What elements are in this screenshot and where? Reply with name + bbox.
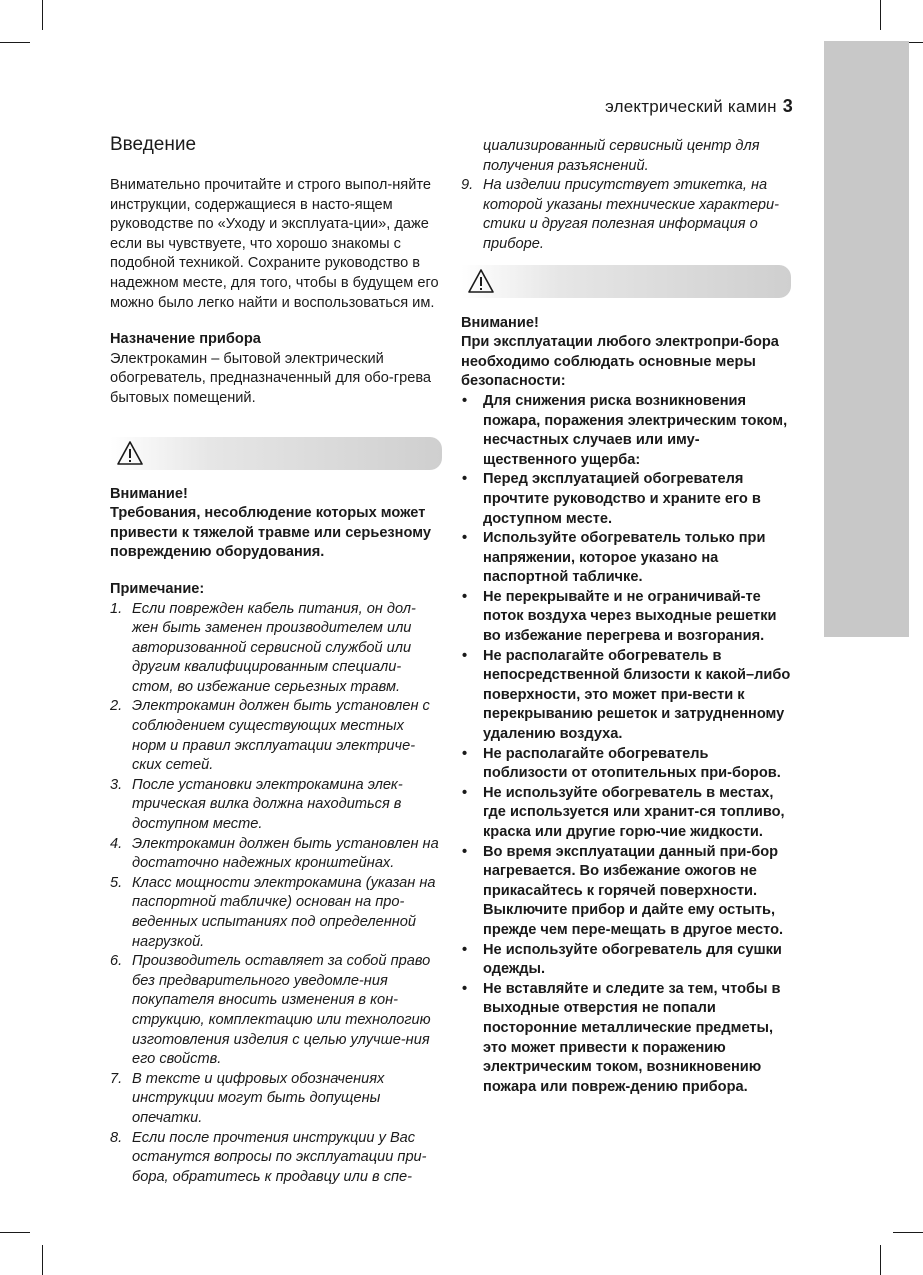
note-8-continuation: циализированный сервисный центр для получения разъяснений. (483, 138, 760, 174)
crop-mark (42, 1245, 43, 1275)
crop-mark (880, 0, 881, 30)
warning-title: Внимание! (461, 314, 539, 331)
safety-list (461, 392, 791, 1097)
list-item: 3. После установки электрокамина элек-трическая вилка должна находиться в доступном месте. (110, 776, 403, 833)
purpose-text: Электрокамин – бытовой электрический обогреватель, предназначенный для обо-грева бытовых помещений. (110, 350, 432, 406)
list-item: • Не располагайте обогреватель поблизости от отопительных при-боров. (462, 745, 781, 782)
notes-list (110, 600, 442, 1188)
list-item: • Не перекрывайте и не ограничивай-те поток воздуха через выходные решетки во избежание перегрева и возгорания. (462, 588, 777, 645)
list-item: • Для снижения риска возникновения пожара, поражения электрическим током, несчастных случаев или иму-щественного ущерба: (462, 392, 788, 468)
warning-text: При эксплуатации любого электропри-бора необходимо соблюдать основные меры безопасности: (461, 334, 779, 390)
warning-bar (461, 265, 791, 298)
list-item: • Во время эксплуатации данный при-бор нагревается. Во избежание ожогов не прикасайтесь к горячей поверхности. Выключите прибор и дайте ему остыть, прежде чем пере-мещать в другое место. (462, 843, 784, 938)
warning-title: Внимание! (110, 485, 188, 502)
list-item: • Используйте обогреватель только при напряжении, которое указано на паспортной табличке. (462, 530, 766, 586)
list-item: • Не вставляйте и следите за тем, чтобы в выходные отверстия не попали посторонние металлические предметы, это может привести к поражению электрическим током, возникновению пожара или повреж-дению прибора. (462, 980, 781, 1095)
list-item: • Не используйте обогреватель для сушки одежды. (462, 941, 782, 978)
page-header (605, 96, 793, 117)
list-item: 9. На изделии присутствует этикетка, на которой указаны технические характери-стики и другая полезная информация о приборе. (461, 177, 780, 252)
crop-mark (893, 1232, 923, 1233)
warning-icon (467, 268, 495, 294)
header-title: электрический камин (605, 97, 777, 116)
list-item: • Не располагайте обогреватель в непосредственной близости к какой–либо поверхности, это может при-вести к перекрыванию решеток и затрудненному удалению воздуха. (462, 647, 791, 743)
warning-icon (116, 440, 144, 466)
purpose-title: Назначение прибора (110, 331, 261, 348)
list-item: 5. Класс мощности электрокамина (указан на паспортной табличке) основан на про-веденных испытаниях под определенной нагрузкой. (110, 874, 436, 950)
notes-list-continued (461, 176, 791, 254)
crop-mark (0, 42, 30, 43)
side-tab (824, 41, 909, 637)
section-title: Введение (110, 134, 197, 155)
note-title: Примечание: (110, 580, 205, 597)
left-column (110, 134, 442, 1187)
intro-paragraph: Внимательно прочитайте и строго выпол-няйте инструкции, содержащиеся в насто-ящем руководстве по «Уходу и эксплуата-ции», даже если вы чувствуете, что хорошо знакомы с подобной техникой. Сохраните руководство в надежном месте, для того, чтобы в будущем его можно было легко найти и воспользоваться им. (110, 177, 439, 311)
list-item: 4. Электрокамин должен быть установлен на достаточно надежных кронштейнах. (110, 835, 439, 872)
list-item: • Не используйте обогреватель в местах, где используется или хранит-ся топливо, краска или другие горю-чие жидкости. (462, 784, 785, 840)
right-column (461, 137, 791, 1097)
list-item: 6. Производитель оставляет за собой право без предварительного уведомле-ния покупателя вносить изменения в кон-струкцию, комплектацию или технологию изготовления изделия с целью улучше-ния его свойств. (110, 953, 431, 1068)
list-item: 8. Если после прочтения инструкции у Вас останутся вопросы по эксплуатации при-бора, обратитесь к продавцу или в спе- (110, 1129, 427, 1185)
list-item: • Перед эксплуатацией обогревателя прочтите руководство и храните его в доступном месте. (462, 471, 761, 527)
crop-mark (0, 1232, 30, 1233)
list-item: 2. Электрокамин должен быть установлен с соблюдением существующих местных норм и правил эксплуатации электриче-ских сетей. (110, 698, 430, 774)
crop-mark (880, 1245, 881, 1275)
page-number: 3 (782, 96, 793, 116)
list-item: 7. В тексте и цифровых обозначениях инструкции могут быть допущены опечатки. (110, 1070, 385, 1126)
warning-bar (110, 437, 442, 470)
warning-text: Требования, несоблюдение которых может привести к тяжелой травме или серьезному повреждению оборудования. (110, 505, 431, 561)
crop-mark (42, 0, 43, 30)
list-item: 1. Если поврежден кабель питания, он дол-жен быть заменен производителем или авторизованной сервисной службой или другим квалифицированным специали-стом, во избежание серьезных травм. (110, 600, 416, 695)
